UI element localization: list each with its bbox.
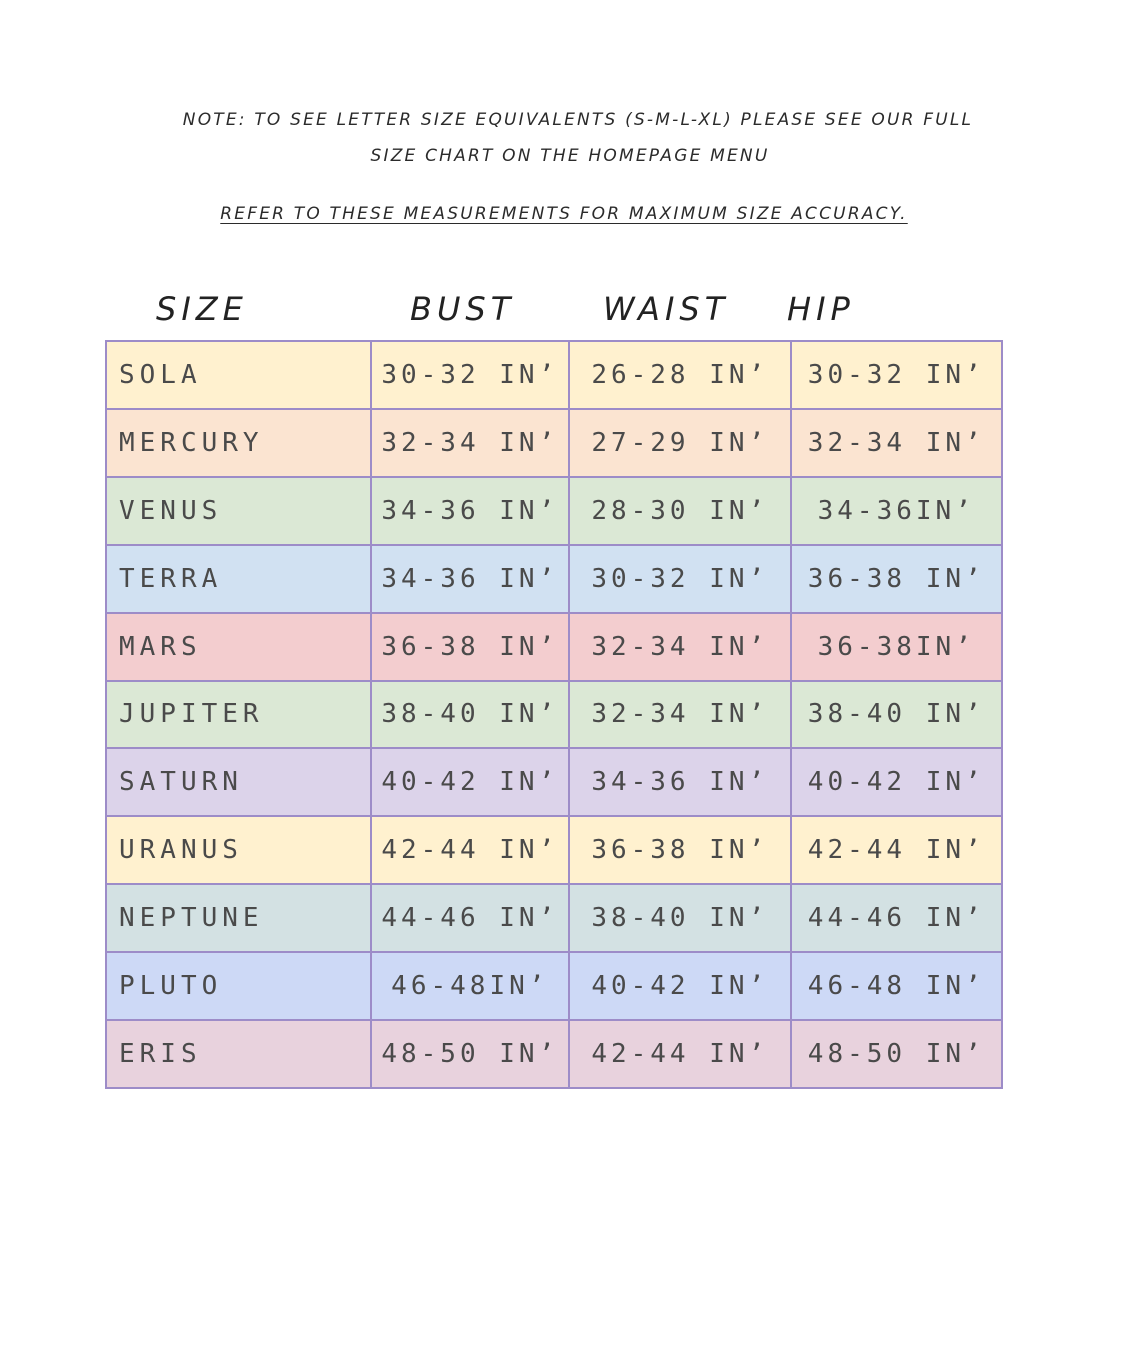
- waist-value: 26-28 INʼ: [569, 341, 790, 409]
- bust-value: 48-50 INʼ: [371, 1020, 569, 1088]
- hip-value: 36-38 INʼ: [791, 545, 1003, 613]
- size-row-uranus: [106, 816, 1002, 884]
- bust-value: 34-36 INʼ: [371, 545, 569, 613]
- bust-value: 40-42 INʼ: [371, 748, 569, 816]
- note-line-1: NOTE: TO SEE LETTER SIZE EQUIVALENTS (S-M-L-XL) PLEASE SEE OUR FULL: [182, 110, 974, 130]
- hip-value: 44-46 INʼ: [791, 884, 1003, 952]
- header-waist: WAIST: [603, 290, 730, 328]
- header-size: SIZE: [156, 290, 248, 328]
- hip-value: 40-42 INʼ: [791, 748, 1003, 816]
- bust-value: 32-34 INʼ: [371, 409, 569, 477]
- waist-value: 36-38 INʼ: [569, 816, 790, 884]
- hip-value: 34-36INʼ: [791, 477, 1003, 545]
- size-row-mars: [106, 613, 1002, 681]
- bust-value: 44-46 INʼ: [371, 884, 569, 952]
- hip-value: 46-48 INʼ: [791, 952, 1003, 1020]
- waist-value: 32-34 INʼ: [569, 681, 790, 749]
- size-name: JUPITER: [106, 681, 371, 749]
- header-hip: HIP: [787, 290, 855, 328]
- bust-value: 36-38 INʼ: [371, 613, 569, 681]
- size-chart-body: [106, 341, 1002, 1088]
- header-bust: BUST: [410, 290, 516, 328]
- hip-value: 38-40 INʼ: [791, 681, 1003, 749]
- bust-value: 46-48INʼ: [371, 952, 569, 1020]
- hip-value: 48-50 INʼ: [791, 1020, 1003, 1088]
- size-row-jupiter: [106, 681, 1002, 749]
- size-row-mercury: [106, 409, 1002, 477]
- size-row-neptune: [106, 884, 1002, 952]
- instruction-text: [0, 204, 1128, 224]
- size-name: PLUTO: [106, 952, 371, 1020]
- hip-value: 36-38INʼ: [791, 613, 1003, 681]
- hip-value: 30-32 INʼ: [791, 341, 1003, 409]
- size-name: SATURN: [106, 748, 371, 816]
- waist-value: 40-42 INʼ: [569, 952, 790, 1020]
- hip-value: 32-34 INʼ: [791, 409, 1003, 477]
- waist-value: 38-40 INʼ: [569, 884, 790, 952]
- size-row-pluto: [106, 952, 1002, 1020]
- size-row-terra: [106, 545, 1002, 613]
- size-name: MARS: [106, 613, 371, 681]
- waist-value: 30-32 INʼ: [569, 545, 790, 613]
- instruction-text-underlined: REFER TO THESE MEASUREMENTS FOR MAXIMUM SIZE ACCURACY.: [220, 204, 908, 224]
- size-name: ERIS: [106, 1020, 371, 1088]
- size-name: SOLA: [106, 341, 371, 409]
- waist-value: 27-29 INʼ: [569, 409, 790, 477]
- bust-value: 42-44 INʼ: [371, 816, 569, 884]
- size-chart-table: [105, 340, 1003, 1089]
- size-row-saturn: [106, 748, 1002, 816]
- waist-value: 28-30 INʼ: [569, 477, 790, 545]
- size-name: VENUS: [106, 477, 371, 545]
- waist-value: 32-34 INʼ: [569, 613, 790, 681]
- size-row-venus: [106, 477, 1002, 545]
- waist-value: 42-44 INʼ: [569, 1020, 790, 1088]
- bust-value: 38-40 INʼ: [371, 681, 569, 749]
- hip-value: 42-44 INʼ: [791, 816, 1003, 884]
- bust-value: 34-36 INʼ: [371, 477, 569, 545]
- size-row-eris: [106, 1020, 1002, 1088]
- size-name: TERRA: [106, 545, 371, 613]
- size-name: NEPTUNE: [106, 884, 371, 952]
- note-line-2: SIZE CHART ON THE HOMEPAGE MENU: [370, 146, 770, 166]
- waist-value: 34-36 INʼ: [569, 748, 790, 816]
- size-name: MERCURY: [106, 409, 371, 477]
- bust-value: 30-32 INʼ: [371, 341, 569, 409]
- size-name: URANUS: [106, 816, 371, 884]
- size-row-sola: [106, 341, 1002, 409]
